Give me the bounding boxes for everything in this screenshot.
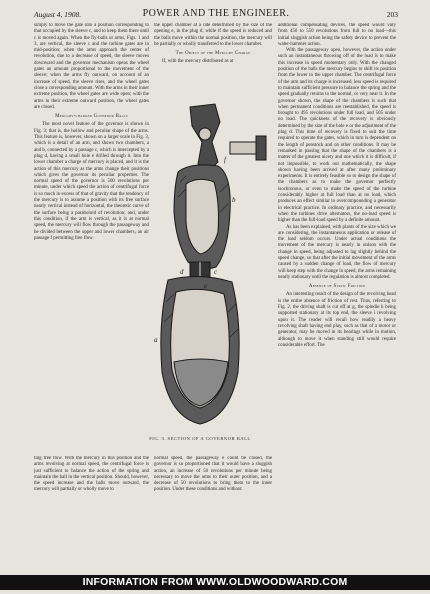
paragraph: With the passageway open, however, the action under such an instantaneous throwing off of the load is to make this increase in speed momentary only. With the changed position of the balls the mercury begins to shift its position from the lower to the upper chamber. The centrifugal force of the arm and its charge is increased, less speed is required to maintain sufficient pressure to balance the spring and the speed gradually returns to the normal, or very near it. In the governor shown, the shape of the chambers is such that when permanent conditions are reestablished, the speed is brought to 495 revolutions under full load, and 505 under no load. The quickness of the recovery is obviously determined by the size of the hole e or the adjustment of the plug d. This time of recovery is fixed to suit the time required to operate the gates, which in turn is dependent on the length of penstock and on other conditions. It may be remarked in passing that the shape of the chambers is a matter of the greatest nicety and one which it is difficult, if not impossible, to work out mathematically, the shape shown having been arrived at after many preliminary experiments. It is entirely feasible so to design the shape of the chambers as to make the governor perfectly isochronous, or even to make the speed of the turbine considerably higher at full load than at no load, which produces an effect similar to overcompounding a generator in electrical practice. In ordinary practice, and necessarily when the turbines drive alternators, the no-load speed is higher than the full-load speed by a definite amount.: [278, 48, 396, 224]
paragraph: simply to move the gate into a position corresponding to that occupied by the sleeve c, and to keep them there until c is moved again. When the fly-balls or arms, Figs. 1 and 3, are vertical, the sleeve c and the turbine gates are in mid-position; when the arms approach the center of revolution, due to a decrease of speed, the sleeve moves downward and the governor mechanism opens the wheel gates an amount proportional to the movement of the sleeve; when the arms fly outward, on account of an increase of speed, the sleeve rises, and the wheel gates close a corresponding amount. With the arms in their inner extreme position, the wheel gates are wide open; with the arms in their extreme outward position, the wheel gates are closed.: [34, 23, 149, 110]
paragraph: normal speed, the passageway e could be closed, the governor is so proportioned that it would have a sluggish action, an increase of 50 revolutions per minute being necessary to move the arms to their outer position, and a decrease of 50 revolutions to bring them to the inner position. Under these conditions and without: [154, 456, 272, 493]
column-right: [278, 23, 396, 571]
column-left-bottom: [34, 456, 149, 573]
section-heading: The Object of the Mercury Charge: [175, 51, 251, 57]
figure-label-b: b: [232, 196, 236, 204]
paragraph: the upper chamber at a rate determined by the size of the opening e, in the plug d; while if the speed is reduced and the balls move within the normal position, the mercury will be partially or wholly transferred to the lower chamber.: [154, 23, 272, 47]
column-middle: [154, 23, 272, 108]
page-number: 203: [386, 10, 398, 19]
section-heading: Mercury-charged Governor Balls: [55, 114, 128, 120]
paragraph: An interesting result of the design of the revolving head is the entire absence of friction of rest. Thus, referring to Fig. 2, the driving shaft is cut off at g, the spindle h being supported stationary at its top end, the sleeve i revolving upon it. The reader will recall how readily a heavy revolving shaft having end play, such as that of a motor or generator, may be moved in its bearings while in motion, although to move it when standing still would require considerable effort. The: [278, 292, 396, 348]
paragraph: additional compensating devices, the speed would vary from 450 to 550 revolutions from full to no load—this initial sluggish action being the safety device to prevent the water-hammer action.: [278, 23, 396, 47]
governor-ball-section-figure: [120, 102, 280, 432]
paragraph: As has been explained, with plants of the size which we are considering, the instantaneous application or release of the load seldom occurs. Under actual conditions the movement of the mercury is nearly in unison with the change in speed, being adjusted to lag slightly behind the speed change, so that after the initial movement of the arms caused by a sudden change of load, the flow of mercury will keep step with the change in speed, the arms remaining nearly stationary until the regulation is almost completed.: [278, 224, 396, 280]
figure-label-f: f: [224, 156, 226, 164]
paragraph: ting free flow. With the mercury in this position and the arms revolving at normal speed, the centrifugal force is just sufficient to balance the action of the spring and maintain the ball in the vertical position. Should, however, the speed increase and the balls move outward, the mercury will partially or wholly move to: [34, 456, 149, 493]
source-footer-banner: INFORMATION FROM WWW.OLDWOODWARD.COM: [0, 575, 430, 590]
figure-label-c: c: [214, 268, 218, 276]
issue-date: August 4, 1908.: [34, 10, 82, 19]
figure-caption: FIG. 3. SECTION OF A GOVERNOR BALL: [149, 436, 251, 441]
section-heading: Absence of Static Friction: [308, 284, 366, 290]
figure-label-e: e: [204, 282, 208, 290]
column-middle-bottom: [154, 456, 272, 573]
figure-label-d: d: [180, 268, 184, 276]
figure-label-a: a: [154, 336, 158, 344]
journal-title: POWER AND THE ENGINEER.: [142, 8, 290, 19]
paragraph: The most novel feature of the governor is shown in Fig. 3; that is, the hollow and peculiar shape of the arms. This feature is, however, shown on a larger scale in Fig. 3, which is a detail of an arm, and shows two chambers, a and b, connected by a passage c, which is intercepted by a plug d, having a small hole e drilled through it. Into the lower chamber a charge of mercury is placed, and it is the action of this mercury as the arms change their positions which gives the governor its peculiar properties. The normal speed of the governor is 500 revolutions per minute, under which speed the action of centrifugal force is so much in excess of that of gravity that the tendency of the mercury is to assume a position with its free surface nearly vertical instead of horizontal, the theoretic curve of the surface being a paraboloid of revolution; and, under this condition, if the arm is vertical, as it is at normal speed, the mercury will flow through the passageway and be divided between the upper and lower chambers, an air passage f permitting free flow.: [34, 122, 149, 241]
paragraph: If, with the mercury distributed as at: [162, 59, 234, 65]
page-header: [34, 8, 398, 20]
